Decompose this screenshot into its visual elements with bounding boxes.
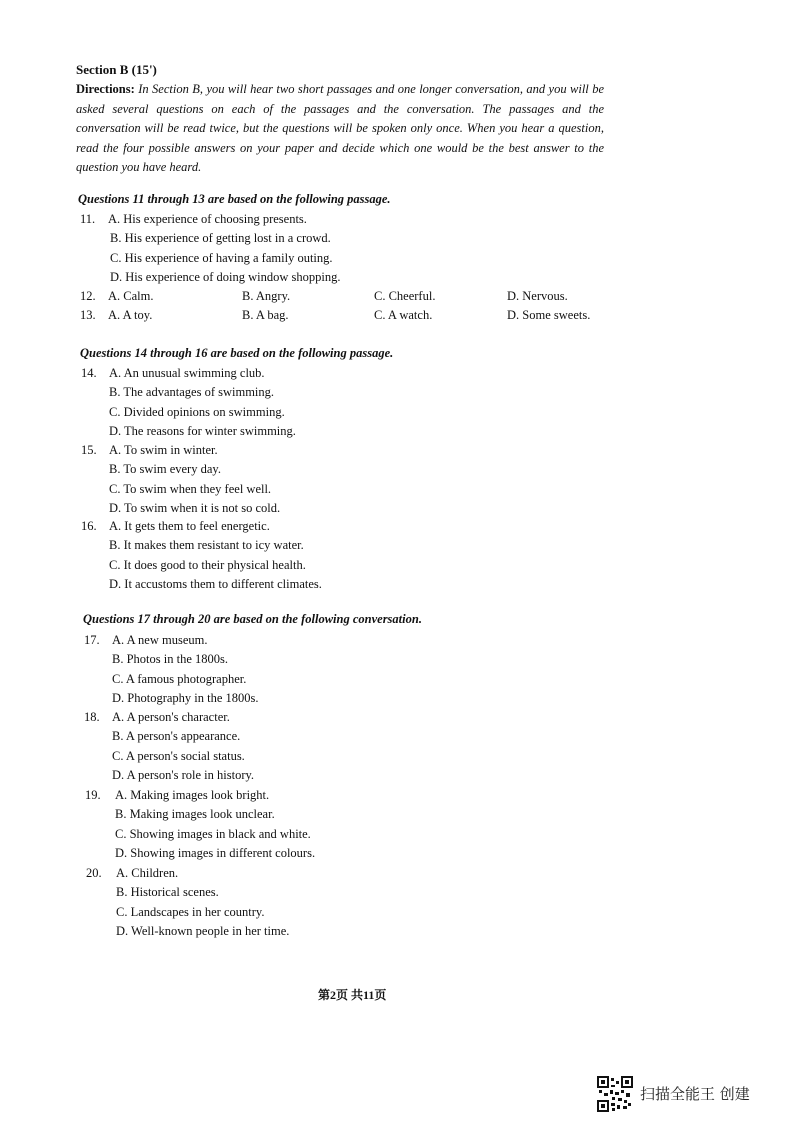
section-title: Section B (15') [76, 62, 157, 77]
option-b: B. It makes them resistant to icy water. [109, 538, 304, 553]
option-b: B. The advantages of swimming. [109, 385, 275, 400]
option-d: D. The reasons for winter swimming. [109, 424, 296, 439]
option-c: C. Cheerful. [374, 289, 436, 303]
option-c: C. Divided opinions on swimming. [109, 404, 285, 419]
option-a: A. His experience of choosing presents. [108, 212, 307, 226]
option-b: B. To swim every day. [109, 462, 221, 477]
qr-code-icon [597, 1076, 633, 1112]
question-number: 17. [84, 633, 100, 647]
directions-text: In Section B, you will hear two short passages and one longer conversation, and you will be asked several questions on each of the passages and the conversation. The passages and the conversation will be read twice, but the questions will be spoken only once. When you hear a question, read the four possible answers on your paper and decide which one would be the best answer to the question you have heard. [76, 82, 604, 174]
option-b: B. A bag. [242, 308, 289, 322]
option-b: B. Historical scenes. [116, 885, 219, 900]
question-number: 11. [80, 212, 96, 226]
option-d: D. Some sweets. [507, 308, 591, 322]
option-a: A. To swim in winter. [109, 443, 218, 457]
option-c: C. To swim when they feel well. [109, 481, 272, 496]
option-d: D. Well-known people in her time. [116, 924, 290, 939]
question-number: 14. [81, 366, 97, 380]
option-d: D. Photography in the 1800s. [112, 691, 259, 706]
option-b: B. Making images look unclear. [115, 807, 275, 822]
option-c: C. It does good to their physical health. [109, 557, 306, 572]
option-b: B. His experience of getting lost in a crowd. [110, 231, 331, 246]
option-d: D. Showing images in different colours. [115, 846, 316, 861]
option-b: B. Photos in the 1800s. [112, 652, 228, 667]
option-c: C. A famous photographer. [112, 671, 247, 686]
option-c: C. A person's social status. [112, 748, 245, 763]
question-number: 13. [80, 308, 96, 322]
option-a: A. Calm. [108, 289, 154, 303]
option-d: D. To swim when it is not so cold. [109, 501, 281, 516]
question-number: 12. [80, 289, 96, 303]
option-d: D. His experience of doing window shopping. [110, 270, 341, 285]
option-a: A. Making images look bright. [115, 788, 270, 802]
question-number: 15. [81, 443, 97, 457]
option-c: C. His experience of having a family outing. [110, 250, 333, 265]
option-d: D. Nervous. [507, 289, 568, 303]
option-d: D. A person's role in history. [112, 768, 255, 783]
question-number: 18. [84, 710, 100, 724]
question-number: 16. [81, 519, 97, 533]
option-a: A. A new museum. [112, 633, 208, 647]
group-heading-17-20: Questions 17 through 20 are based on the following conversation. [83, 612, 422, 626]
group-heading-11-13: Questions 11 through 13 are based on the following passage. [78, 192, 391, 206]
option-a: A. A person's character. [112, 710, 230, 724]
directions [76, 80, 604, 178]
option-a: A. An unusual swimming club. [109, 366, 265, 380]
option-c: C. Showing images in black and white. [115, 826, 311, 841]
option-a: A. A toy. [108, 308, 153, 322]
option-c: C. Landscapes in her country. [116, 904, 265, 919]
option-a: A. It gets them to feel energetic. [109, 519, 270, 533]
directions-label: Directions: [76, 82, 135, 96]
option-b: B. Angry. [242, 289, 291, 303]
option-a: A. Children. [116, 866, 179, 880]
question-number: 20. [86, 866, 102, 880]
scanner-watermark: 扫描全能王 创建 [640, 1085, 750, 1103]
option-c: C. A watch. [374, 308, 433, 322]
option-b: B. A person's appearance. [112, 729, 241, 744]
group-heading-14-16: Questions 14 through 16 are based on the following passage. [80, 346, 394, 360]
question-number: 19. [85, 788, 101, 802]
option-d: D. It accustoms them to different climates. [109, 577, 322, 592]
page-number: 第2页 共11页 [318, 988, 387, 1002]
